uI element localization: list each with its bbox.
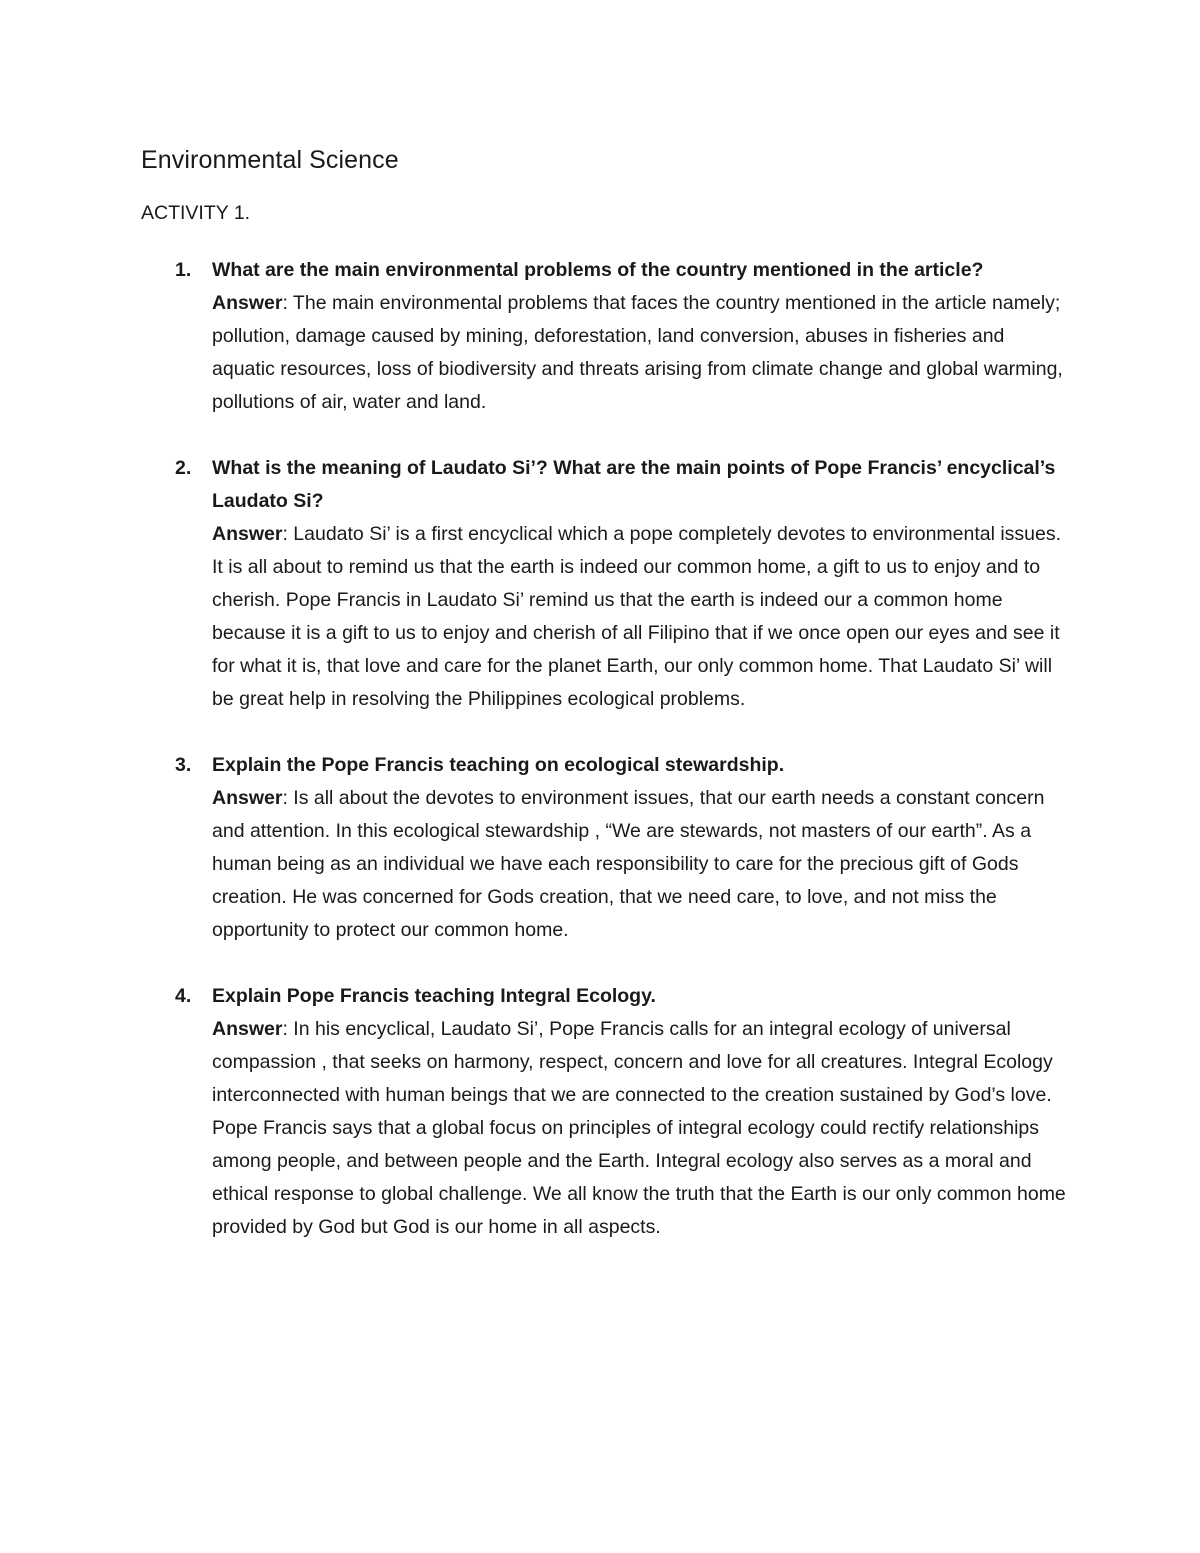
answer-label: Answer — [212, 787, 283, 809]
question-text: What is the meaning of Laudato Si’? What are the main points of Pope Francis’ encyclical’s Laudato Si? — [212, 457, 1056, 512]
question-number: 3. — [175, 754, 192, 776]
activity-heading: ACTIVITY 1. — [141, 202, 251, 224]
question-item — [141, 254, 1071, 419]
question-number: 1. — [175, 259, 192, 281]
answer-body: : The main environmental problems that faces the country mentioned in the article namely; pollution, damage caused by mining, deforestation, land conversion, abuses in fisheries and aquatic resources, loss of biodiversity and threats arising from climate change and global warming, pollutions of air, water and land. — [212, 292, 1063, 413]
question-item — [141, 749, 1071, 947]
answer-label: Answer — [212, 292, 283, 314]
question-number: 2. — [175, 457, 192, 479]
answer-text — [212, 1018, 1066, 1238]
question-number: 4. — [175, 985, 192, 1007]
answer-text — [212, 523, 1061, 710]
question-item — [141, 452, 1071, 716]
answer-text — [212, 292, 1063, 413]
answer-body: : Laudato Si’ is a first encyclical which a pope completely devotes to environmental issues. It is all about to remind us that the earth is indeed our common home, a gift to us to enjoy and to cherish. Pope Francis in Laudato Si’ remind us that the earth is indeed our a common home because it is a gift to us to enjoy and cherish of all Filipino that if we once open our eyes and see it for what it is, that love and care for the planet Earth, our only common home. That Laudato Si’ will be great help in resolving the Philippines ecological problems. — [212, 523, 1062, 710]
answer-label: Answer — [212, 523, 283, 545]
question-text: Explain the Pope Francis teaching on ecological stewardship. — [212, 754, 785, 776]
answer-body: : Is all about the devotes to environment issues, that our earth needs a constant concern and attention. In this ecological stewardship , “We are stewards, not masters of our earth”. As a human being as an individual we have each responsibility to care for the precious gift of Gods creation. He was concerned for Gods creation, that we need care, to love, and not miss the opportunity to protect our common home. — [212, 787, 1045, 941]
answer-label: Answer — [212, 1018, 283, 1040]
question-item — [141, 980, 1071, 1244]
question-text: What are the main environmental problems of the country mentioned in the article? — [212, 259, 984, 281]
document-title: Environmental Science — [141, 146, 399, 174]
answer-text — [212, 787, 1045, 941]
question-list — [141, 254, 1071, 1277]
question-text: Explain Pope Francis teaching Integral Ecology. — [212, 985, 656, 1007]
answer-body: : In his encyclical, Laudato Si’, Pope Francis calls for an integral ecology of universal compassion , that seeks on harmony, respect, concern and love for all creatures. Integral Ecology interconnected with human beings that we are connected to the creation sustained by God’s love. Pope Francis says that a global focus on principles of integral ecology could rectify relationships among people, and between people and the Earth. Integral ecology also serves as a moral and ethical response to global challenge. We all know the truth that the Earth is our only common home provided by God but God is our home in all aspects. — [212, 1018, 1066, 1238]
